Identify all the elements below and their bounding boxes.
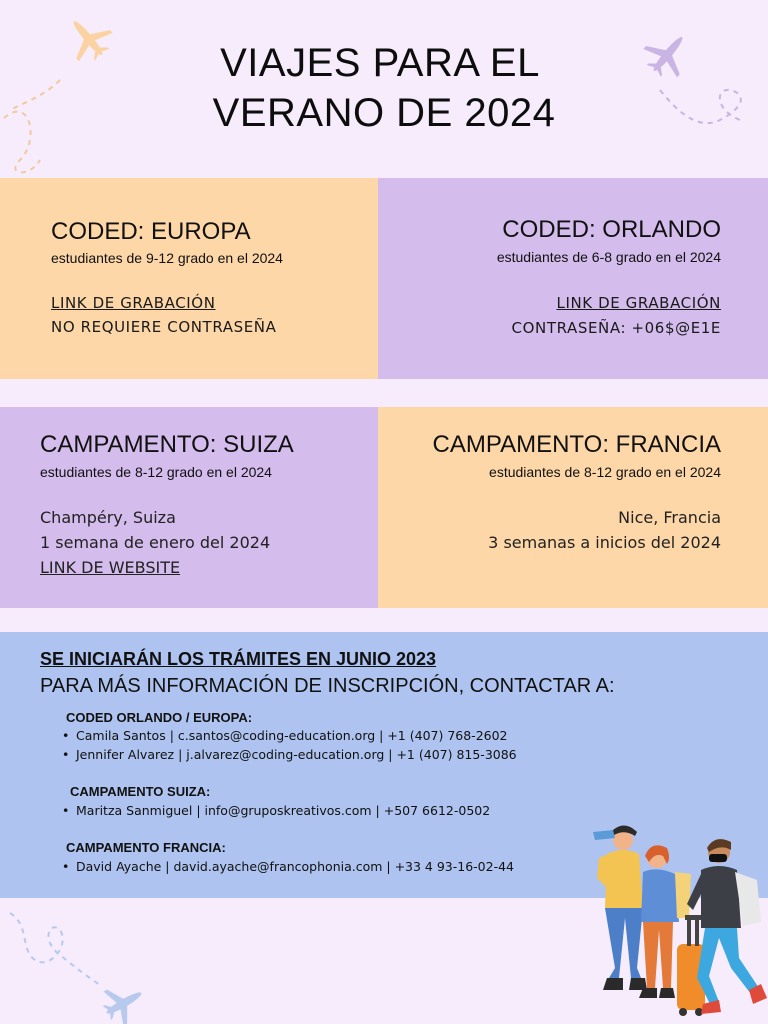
traveler-2 [639,845,705,1016]
password-note: CONTRASEÑA: +06$@E1E [511,319,721,337]
title-line-1: VIAJES PARA EL [220,41,540,85]
contact-group-label: CAMPAMENTO FRANCIA: [66,840,226,855]
card-details [40,505,270,580]
card-subtitle: estudiantes de 8-12 grado en el 2024 [489,464,721,480]
card-title: CODED: EUROPA [51,218,251,245]
card-title: CAMPAMENTO: SUIZA [40,431,294,458]
card-details [488,505,721,555]
recording-link[interactable]: LINK DE GRABACIÓN [51,294,216,312]
recording-link[interactable]: LINK DE GRABACIÓN [556,294,721,312]
card-coded-orlando [378,178,768,379]
travelers-illustration [585,818,768,1024]
camp-duration: 3 semanas a inicios del 2024 [488,533,721,552]
traveler-1 [593,825,647,990]
contact-heading: PARA MÁS INFORMACIÓN DE INSCRIPCIÓN, CONTACTAR A: [40,675,615,697]
card-subtitle: estudiantes de 6-8 grado en el 2024 [496,249,721,265]
page-title [0,38,768,138]
program-row-1 [0,178,768,379]
airplane-icon [0,905,160,1024]
program-row-2 [0,407,768,608]
camp-location: Nice, Francia [618,508,721,527]
enrollment-start-heading: SE INICIARÁN LOS TRÁMITES EN JUNIO 2023 [40,649,437,669]
website-link[interactable]: LINK DE WEBSITE [40,558,181,577]
contact-group-label: CAMPAMENTO SUIZA: [70,784,211,799]
card-title: CAMPAMENTO: FRANCIA [432,431,721,458]
camp-duration: 1 semana de enero del 2024 [40,533,271,552]
contact-group-label: CODED ORLANDO / EUROPA: [66,710,253,725]
password-note: NO REQUIERE CONTRASEÑA [51,318,277,336]
contact-item: • David Ayache | david.ayache@francophonia.com | +33 4 93-16-02-44 [76,857,514,877]
camp-location: Champéry, Suiza [40,508,176,527]
card-campamento-francia [378,407,768,608]
card-title: CODED: ORLANDO [502,216,721,243]
card-coded-europa [0,178,378,379]
contact-item: • Maritza Sanmiguel | info@gruposkreativos.com | +507 6612-0502 [76,801,490,821]
card-subtitle: estudiantes de 8-12 grado en el 2024 [40,464,272,480]
card-campamento-suiza [0,407,378,608]
contact-item: • Jennifer Alvarez | j.alvarez@coding-education.org | +1 (407) 815-3086 [76,745,517,765]
card-subtitle: estudiantes de 9-12 grado en el 2024 [51,250,283,266]
contact-item: • Camila Santos | c.santos@coding-education.org | +1 (407) 768-2602 [76,726,508,746]
title-line-2: VERANO DE 2024 [212,91,556,135]
